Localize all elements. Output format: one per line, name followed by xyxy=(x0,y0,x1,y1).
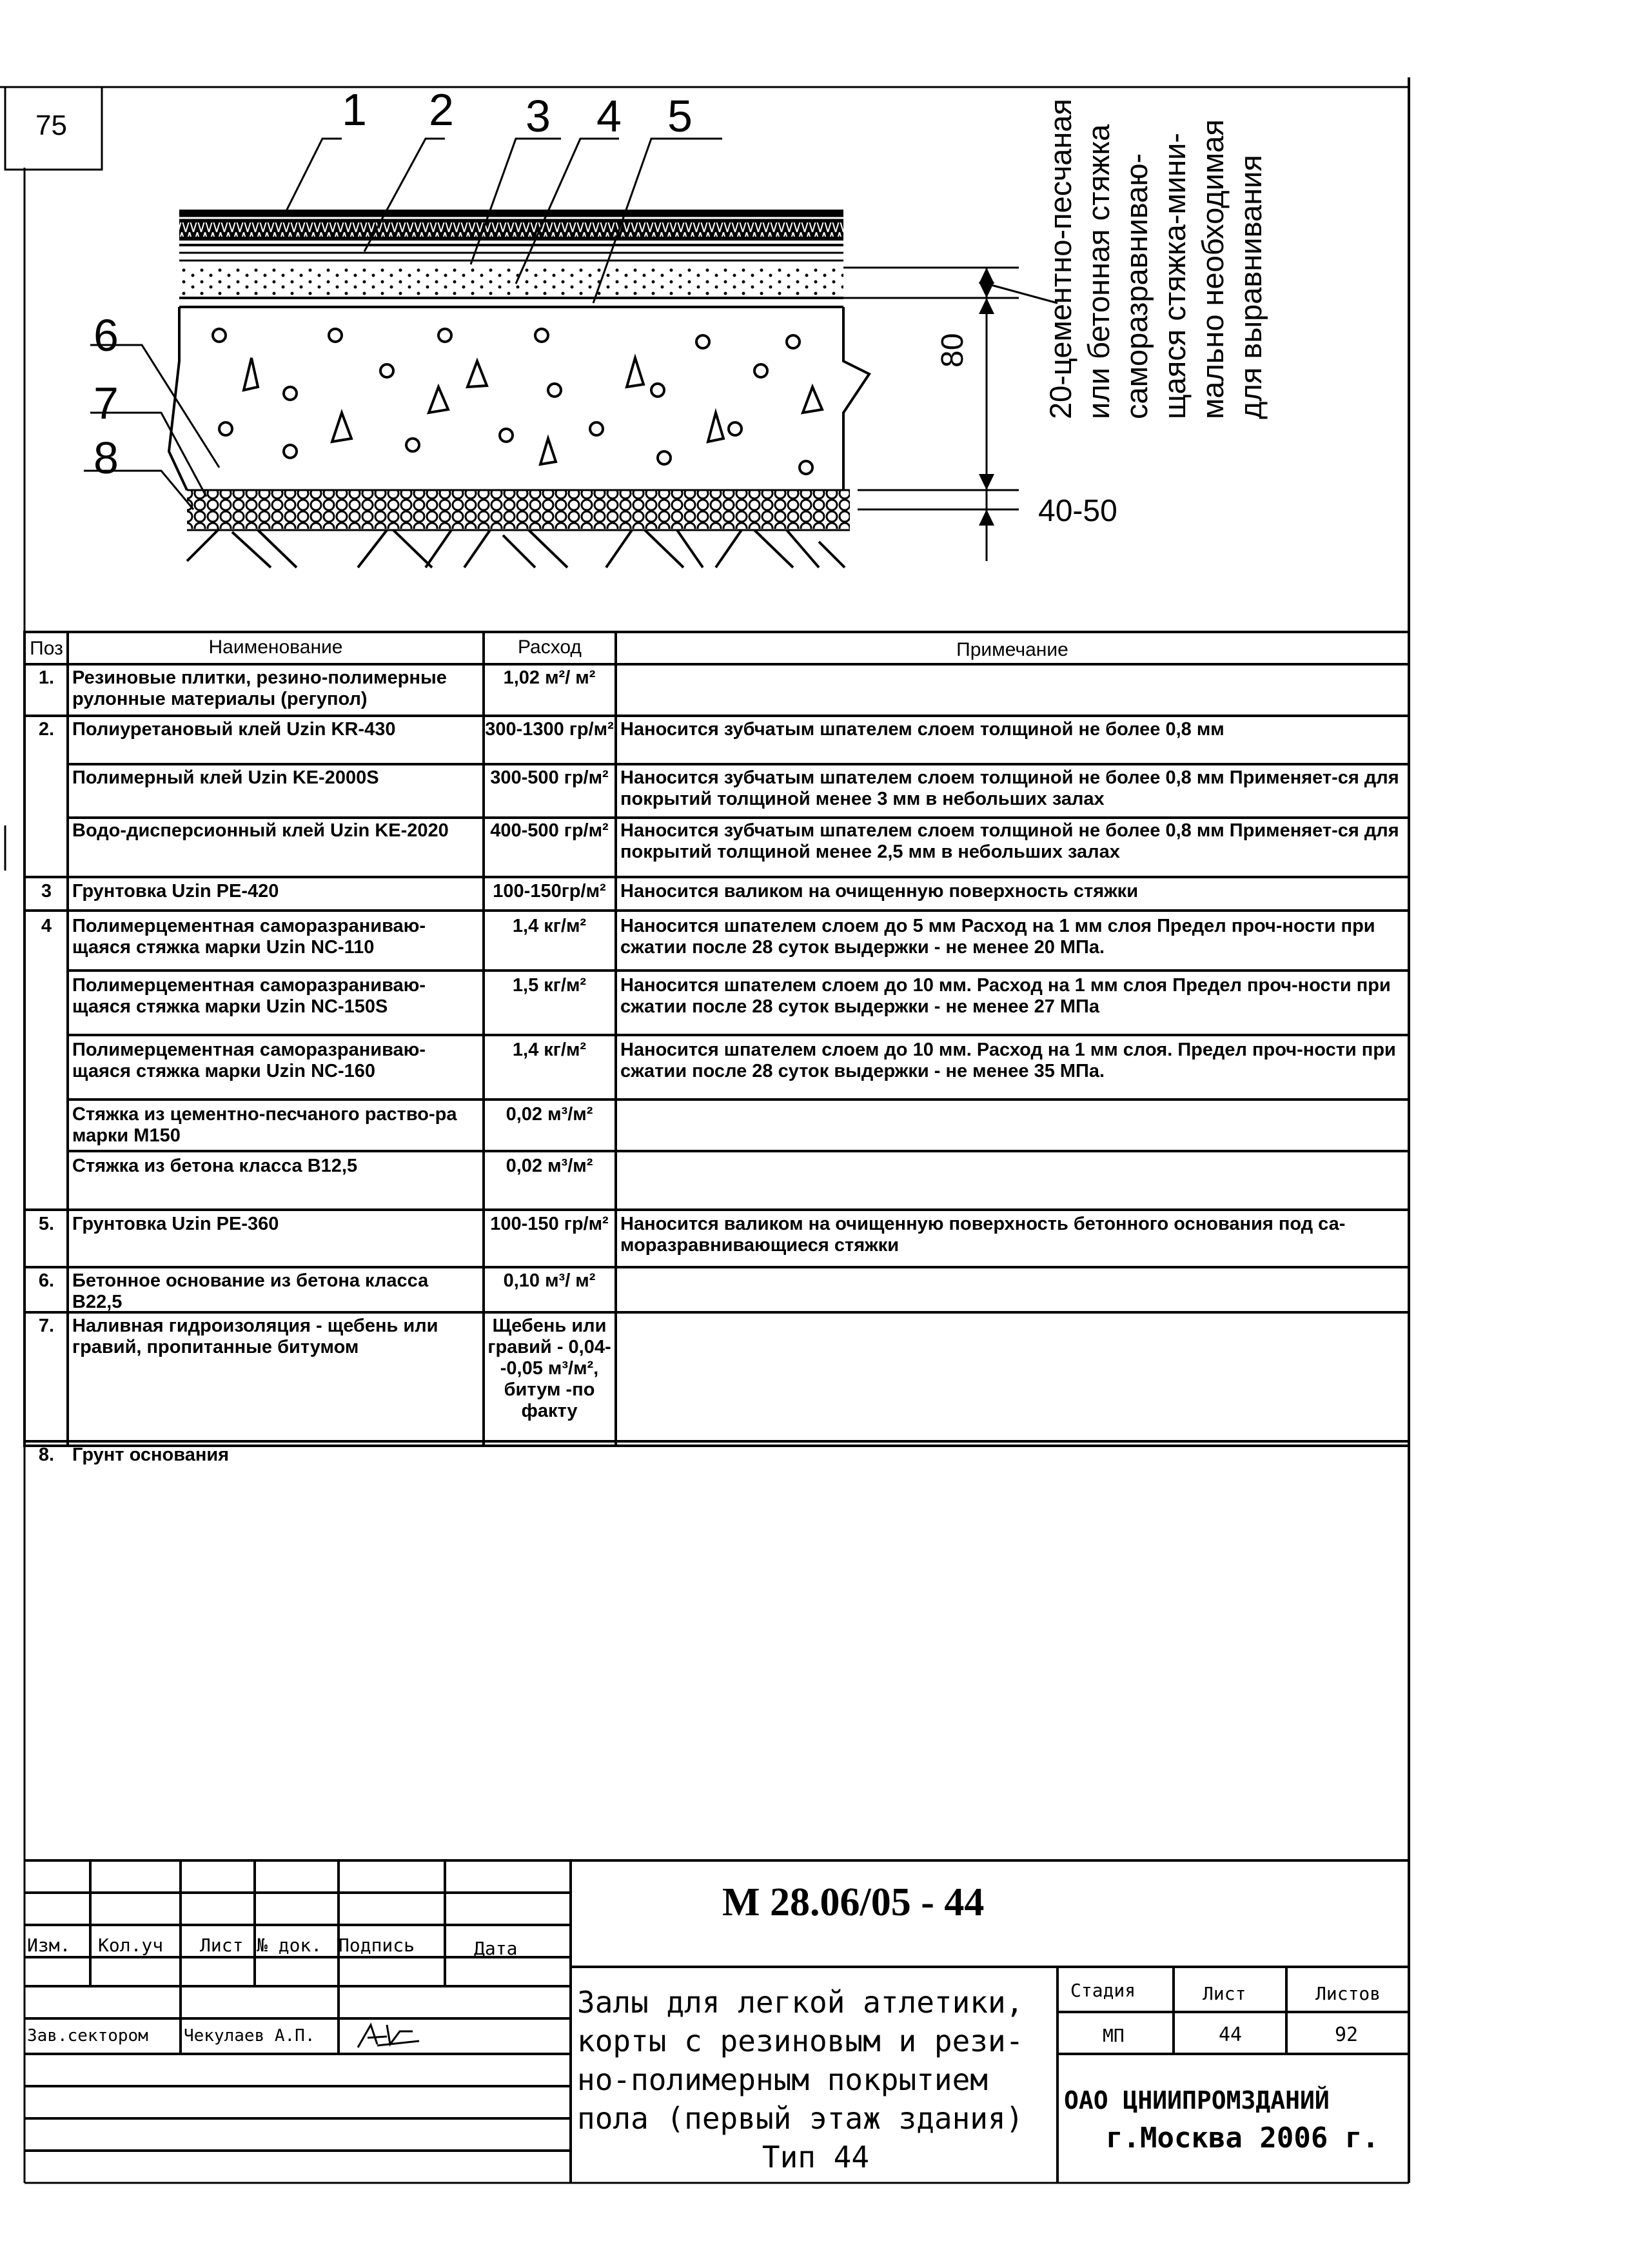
sheets-label: Листов xyxy=(1315,1983,1381,2004)
row-name: Резиновые плитки, резино-полимерные рулонные материалы (регупол) xyxy=(72,667,447,709)
col-date: Дата xyxy=(474,1938,518,1959)
row-consumption: Щебень или гравий - 0,04--0,05 м³/м², битум -по факту xyxy=(487,1316,611,1421)
row-pos: 1. xyxy=(38,667,55,688)
row-consumption: 1,5 кг/м² xyxy=(512,975,587,996)
callout-1: 1 xyxy=(342,84,367,135)
row-name: Грунтовка Uzin PE-360 xyxy=(72,1214,279,1234)
row-consumption: 1,4 кг/м² xyxy=(512,1040,587,1060)
title-line: пола (первый этаж здания) xyxy=(577,2101,1024,2136)
header-name: Наименование xyxy=(208,637,343,658)
side-note xyxy=(1041,58,1270,419)
row-name: Грунтовка Uzin PE-420 xyxy=(72,881,279,902)
row-consumption: 1,4 кг/м² xyxy=(512,916,587,936)
row-consumption: 100-150гр/м² xyxy=(493,881,606,902)
side-note-line: саморазравниваю- xyxy=(1119,153,1154,419)
side-note-line: щаяся стяжка-мини- xyxy=(1157,133,1192,419)
row-consumption: 400-500 гр/м² xyxy=(490,820,609,841)
title-line: Тип 44 xyxy=(762,2140,870,2174)
signature xyxy=(358,2025,419,2047)
sheet-value: 44 xyxy=(1219,2024,1243,2046)
col-izm: Изм. xyxy=(27,1935,71,1956)
header-pos: Поз xyxy=(30,638,63,659)
row-note: Наносится валиком на очищенную поверхность стяжки xyxy=(620,881,1139,902)
row-note: Наносится зубчатым шпателем слоем толщиной не более 0,8 мм xyxy=(620,719,1224,740)
row-note: Наносится шпателем слоем до 5 мм Расход на 1 мм слоя Предел проч-ности при сжатии после 28 суток выдержки - не менее 20 МПа. xyxy=(620,916,1375,958)
row-consumption: 0,10 м³/ м² xyxy=(503,1270,596,1291)
row-name: Полимерный клей Uzin KE-2000S xyxy=(72,767,379,788)
row-pos: 3 xyxy=(41,881,52,902)
row-pos: 6. xyxy=(38,1270,55,1291)
row-pos: 7. xyxy=(38,1316,55,1336)
callout-3: 3 xyxy=(526,91,551,141)
row-note: Наносится зубчатым шпателем слоем толщиной не более 0,8 мм Применяет-ся для покрытий толщиной менее 3 мм в небольших залах xyxy=(620,767,1399,809)
col-list: Лист xyxy=(200,1935,244,1956)
callout-5: 5 xyxy=(667,91,693,141)
row-pos: 2. xyxy=(38,719,55,740)
callout-2: 2 xyxy=(429,84,454,135)
row-name: Стяжка из цементно-песчаного раство-ра марки М150 xyxy=(72,1104,457,1146)
side-note-line: 20-цементно-песчаная xyxy=(1043,99,1077,419)
stage-label: Стадия xyxy=(1070,1980,1136,2001)
sheet-title xyxy=(577,1983,1054,2176)
person: Чекулаев А.П. xyxy=(184,2026,315,2046)
row-consumption: 300-500 гр/м² xyxy=(490,767,609,788)
sheets-value: 92 xyxy=(1335,2024,1359,2046)
title-line: корты с резиновым и рези- xyxy=(577,2024,1024,2058)
row-note: Наносится валиком на очищенную поверхность бетонного основания под са-моразравнивающиеся стяжки xyxy=(620,1214,1346,1256)
organization: ОАО ЦНИИПРОМЗДАНИЙ xyxy=(1064,2086,1330,2115)
header-note: Примечание xyxy=(956,640,1068,660)
side-note-line: или бетонная стяжка xyxy=(1081,124,1116,419)
side-note-line: для выравнивания xyxy=(1234,155,1268,419)
row-consumption: 1,02 м²/ м² xyxy=(503,667,596,688)
city-year: г.Москва 2006 г. xyxy=(1106,2122,1379,2155)
row-name: Полимерцементная саморазраниваю-щаяся стяжка марки Uzin NC-150S xyxy=(72,975,426,1017)
col-signature: Подпись xyxy=(339,1935,415,1956)
callout-7: 7 xyxy=(93,378,119,428)
row-name: Грунт основания xyxy=(72,1445,230,1465)
title-line: но-полимерным покрытием xyxy=(577,2062,988,2097)
doc-code: М 28.06/05 - 44 xyxy=(722,1880,985,1924)
side-note-line: мально необходимая xyxy=(1195,119,1230,419)
callout-4: 4 xyxy=(596,91,622,141)
callout-8: 8 xyxy=(93,433,119,483)
row-note: Наносится шпателем слоем до 10 мм. Расход на 1 мм слоя. Предел проч-ности при сжатии после 28 суток выдержки - не менее 35 МПа. xyxy=(620,1040,1396,1081)
header-consumption: Расход xyxy=(518,637,582,658)
row-note: Наносится шпателем слоем до 10 мм. Расход на 1 мм слоя Предел проч-ности при сжатии после 28 суток выдержки - не менее 27 МПа xyxy=(620,975,1391,1017)
row-consumption: 0,02 м³/м² xyxy=(506,1104,593,1125)
col-kol-uch: Кол.уч xyxy=(98,1935,164,1956)
row-pos: 8. xyxy=(38,1445,55,1465)
row-pos: 4 xyxy=(41,916,52,936)
col-doc-num: № док. xyxy=(257,1935,322,1956)
row-pos: 5. xyxy=(38,1214,55,1234)
row-consumption: 0,02 м³/м² xyxy=(506,1156,593,1176)
row-name: Водо-дисперсионный клей Uzin KE-2020 xyxy=(72,820,449,841)
row-name: Наливная гидроизоляция - щебень или гравий, пропитанные битумом xyxy=(72,1316,438,1357)
title-line: Залы для легкой атлетики, xyxy=(577,1985,1024,2020)
row-name: Бетонное основание из бетона класса В22,5 xyxy=(72,1270,429,1312)
row-note: Наносится зубчатым шпателем слоем толщиной не более 0,8 мм Применяет-ся для покрытий толщиной менее 2,5 мм в небольших залах xyxy=(620,820,1399,862)
row-name: Полимерцементная саморазраниваю-щаяся стяжка марки Uzin NC-160 xyxy=(72,1040,426,1081)
role: Зав.сектором xyxy=(27,2026,148,2046)
row-name: Полимерцементная саморазраниваю-щаяся стяжка марки Uzin NC-110 xyxy=(72,916,426,958)
row-name: Стяжка из бетона класса В12,5 xyxy=(72,1156,358,1176)
dimension-80: 80 xyxy=(936,333,970,368)
row-consumption: 100-150 гр/м² xyxy=(490,1214,609,1234)
sheet-label: Лист xyxy=(1203,1983,1246,2004)
callout-6: 6 xyxy=(93,310,119,360)
stage-value: МП xyxy=(1103,2025,1125,2046)
row-name: Полиуретановый клей Uzin KR-430 xyxy=(72,719,396,740)
row-consumption: 300-1300 гр/м² xyxy=(485,719,614,740)
page-number: 75 xyxy=(35,110,67,141)
dimension-40-50: 40-50 xyxy=(1038,494,1117,528)
